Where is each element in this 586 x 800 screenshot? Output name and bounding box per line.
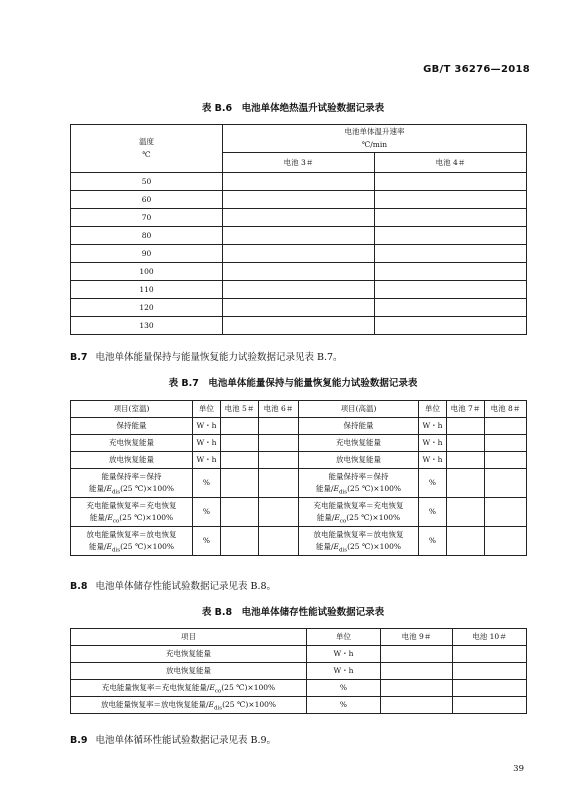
header-item: 项目 (71, 629, 307, 646)
rate-formula-cell (71, 469, 193, 498)
unit-cell: W・h (307, 663, 381, 680)
item-cell: 保持能量 (71, 418, 193, 435)
value-cell (485, 498, 527, 527)
clause-text: 电池单体循环性能试验数据记录见表 B.9。 (95, 735, 277, 746)
temperature-cell: 90 (71, 245, 223, 263)
value-cell (453, 663, 527, 680)
value-cell (485, 435, 527, 452)
rate-cell-3 (223, 245, 375, 263)
formula-line-1: 能量保持率＝保持 (328, 471, 389, 481)
standard-code: GB/T 36276—2018 (423, 64, 530, 75)
temperature-cell: 120 (71, 299, 223, 317)
formula-symbol: E (333, 484, 339, 493)
clause-text: 电池单体储存性能试验数据记录见表 B.8。 (95, 581, 277, 592)
rate-cell-4 (375, 227, 527, 245)
formula-line-1: 放电能量恢复率＝放电恢复 (313, 529, 404, 539)
unit-cell: % (307, 697, 381, 714)
formula-symbol: E (209, 683, 215, 692)
formula-subscript: dis (112, 547, 121, 554)
value-cell (259, 435, 299, 452)
table-row (71, 245, 527, 263)
header-cell-9: 电池 9＃ (381, 629, 453, 646)
table-row (71, 663, 527, 680)
value-cell (485, 527, 527, 556)
unit-cell: % (193, 498, 221, 527)
temp-header-label: 温度 (139, 137, 154, 146)
header-cell-8: 电池 8＃ (485, 401, 527, 418)
table-row (71, 697, 527, 714)
header-cell-10: 电池 10＃ (453, 629, 527, 646)
rate-formula-cell (71, 527, 193, 556)
formula-prefix: 能量/ (316, 513, 335, 522)
temp-header (71, 125, 223, 173)
value-cell (485, 452, 527, 469)
rate-cell-3 (223, 209, 375, 227)
value-cell (453, 697, 527, 714)
unit-cell: % (193, 469, 221, 498)
rate-header-unit: ℃/min (361, 139, 388, 149)
rate-cell-3 (223, 173, 375, 191)
unit-cell: % (419, 469, 447, 498)
table-row (71, 299, 527, 317)
formula-subscript: dis (112, 489, 121, 496)
formula-symbol: E (333, 542, 339, 551)
formula-symbol: E (208, 700, 214, 709)
item-cell: 充电恢复能量 (299, 435, 419, 452)
formula-subscript: co (339, 518, 347, 525)
rate-cell-4 (375, 173, 527, 191)
rate-header (223, 125, 527, 153)
unit-cell: % (419, 527, 447, 556)
rate-formula-cell (71, 498, 193, 527)
value-cell (381, 680, 453, 697)
table-b6-caption: 表 B.6 电池单体绝热温升试验数据记录表 (201, 103, 385, 114)
table-row (71, 263, 527, 281)
rate-formula-cell (299, 469, 419, 498)
table-b7-caption: 表 B.7 电池单体能量保持与能量恢复能力试验数据记录表 (168, 378, 418, 389)
unit-cell: W・h (419, 435, 447, 452)
rate-header-label: 电池单体温升速率 (344, 127, 405, 136)
rate-formula-cell (299, 527, 419, 556)
rate-cell-3 (223, 227, 375, 245)
value-cell (221, 452, 259, 469)
value-cell (259, 527, 299, 556)
unit-cell: % (307, 680, 381, 697)
table-row (71, 680, 527, 697)
rate-cell-4 (375, 245, 527, 263)
value-cell (381, 697, 453, 714)
unit-cell: W・h (193, 452, 221, 469)
temperature-cell: 110 (71, 281, 223, 299)
header-cell-6: 电池 6＃ (259, 401, 299, 418)
page-number: 39 (513, 764, 524, 774)
formula-line-1: 放电能量恢复率＝放电恢复 (86, 529, 177, 539)
value-cell (447, 435, 485, 452)
clause-number: B.9 (70, 735, 88, 746)
temperature-cell: 80 (71, 227, 223, 245)
rate-cell-4 (375, 191, 527, 209)
unit-cell: W・h (307, 646, 381, 663)
value-cell (381, 663, 453, 680)
table-row (71, 209, 527, 227)
formula-line-1: 充电能量恢复率＝充电恢复 (86, 500, 177, 510)
rate-formula-cell (71, 697, 307, 714)
value-cell (221, 527, 259, 556)
value-cell (381, 646, 453, 663)
item-cell: 充电恢复能量 (71, 435, 193, 452)
header-unit: 单位 (307, 629, 381, 646)
table-b6 (70, 124, 527, 335)
formula-prefix: 能量/ (89, 513, 108, 522)
unit-cell: W・h (419, 452, 447, 469)
value-cell (259, 498, 299, 527)
formula-line-1: 充电能量恢复率＝充电恢复 (313, 500, 404, 510)
table-row (71, 281, 527, 299)
unit-cell: W・h (193, 418, 221, 435)
formula-suffix: (25 ℃)×100% (346, 513, 401, 522)
unit-cell: % (419, 498, 447, 527)
value-cell (447, 527, 485, 556)
formula-prefix: 充电能量恢复率＝充电恢复能量/ (101, 683, 210, 692)
formula-suffix: (25 ℃)×100% (347, 484, 402, 493)
item-cell: 保持能量 (299, 418, 419, 435)
value-cell (485, 469, 527, 498)
temperature-cell: 70 (71, 209, 223, 227)
temperature-cell: 50 (71, 173, 223, 191)
paragraph-b8 (70, 578, 276, 592)
formula-suffix: (25 ℃)×100% (120, 542, 175, 551)
unit-cell: W・h (193, 435, 221, 452)
table-row (71, 227, 527, 245)
formula-suffix: (25 ℃)×100% (347, 542, 402, 551)
table-row (71, 469, 527, 498)
value-cell (259, 418, 299, 435)
paragraph-b9 (70, 732, 276, 746)
rate-formula-cell (299, 498, 419, 527)
rate-cell-4 (375, 263, 527, 281)
value-cell (259, 452, 299, 469)
formula-symbol: E (334, 513, 340, 522)
table-row (71, 191, 527, 209)
formula-symbol: E (106, 542, 112, 551)
formula-prefix: 能量/ (315, 484, 334, 493)
table-row (71, 173, 527, 191)
header-unit-2: 单位 (419, 401, 447, 418)
value-cell (447, 469, 485, 498)
temperature-cell: 100 (71, 263, 223, 281)
header-cell-7: 电池 7＃ (447, 401, 485, 418)
value-cell (221, 498, 259, 527)
formula-subscript: dis (339, 547, 348, 554)
table-row (71, 498, 527, 527)
rate-cell-3 (223, 299, 375, 317)
table-row (71, 418, 527, 435)
table-b8 (70, 628, 527, 714)
rate-cell-3 (223, 191, 375, 209)
table-row (71, 317, 527, 335)
temperature-cell: 130 (71, 317, 223, 335)
temperature-cell: 60 (71, 191, 223, 209)
item-cell: 放电恢复能量 (299, 452, 419, 469)
temp-header-unit: ℃ (142, 149, 151, 159)
table-row (71, 452, 527, 469)
table-b7 (70, 400, 527, 556)
formula-suffix: (25 ℃)×100% (222, 700, 277, 709)
formula-prefix: 能量/ (88, 542, 107, 551)
formula-symbol: E (106, 484, 112, 493)
rate-cell-3 (223, 263, 375, 281)
table-row (71, 435, 527, 452)
value-cell (221, 469, 259, 498)
formula-subscript: co (214, 688, 222, 695)
formula-suffix: (25 ℃)×100% (221, 683, 276, 692)
rate-cell-3 (223, 317, 375, 335)
header-cell-5: 电池 5＃ (221, 401, 259, 418)
formula-suffix: (25 ℃)×100% (120, 484, 175, 493)
formula-line-1: 能量保持率＝保持 (101, 471, 162, 481)
unit-cell: W・h (419, 418, 447, 435)
header-unit: 单位 (193, 401, 221, 418)
rate-cell-4 (375, 299, 527, 317)
formula-subscript: dis (214, 705, 223, 712)
cell-4-header: 电池 4＃ (375, 153, 527, 173)
formula-prefix: 放电能量恢复率＝放电恢复能量/ (100, 700, 209, 709)
formula-subscript: co (112, 518, 120, 525)
table-row (71, 646, 527, 663)
value-cell (447, 452, 485, 469)
value-cell (221, 418, 259, 435)
cell-3-header: 电池 3＃ (223, 153, 375, 173)
rate-cell-3 (223, 281, 375, 299)
item-cell: 放电恢复能量 (71, 663, 307, 680)
header-item-high: 项目(高温) (299, 401, 419, 418)
clause-text: 电池单体能量保持与能量恢复能力试验数据记录见表 B.7。 (95, 352, 343, 363)
formula-subscript: dis (339, 489, 348, 496)
formula-prefix: 能量/ (315, 542, 334, 551)
formula-suffix: (25 ℃)×100% (119, 513, 174, 522)
table-b8-caption: 表 B.8 电池单体储存性能试验数据记录表 (201, 607, 385, 618)
clause-number: B.8 (70, 581, 88, 592)
rate-formula-cell (71, 680, 307, 697)
formula-prefix: 能量/ (88, 484, 107, 493)
paragraph-b7 (70, 349, 343, 363)
value-cell (453, 680, 527, 697)
rate-cell-4 (375, 281, 527, 299)
clause-number: B.7 (70, 352, 88, 363)
item-cell: 充电恢复能量 (71, 646, 307, 663)
table-row (71, 527, 527, 556)
rate-cell-4 (375, 317, 527, 335)
value-cell (453, 646, 527, 663)
value-cell (485, 418, 527, 435)
formula-symbol: E (107, 513, 113, 522)
value-cell (221, 435, 259, 452)
unit-cell: % (193, 527, 221, 556)
value-cell (259, 469, 299, 498)
item-cell: 放电恢复能量 (71, 452, 193, 469)
value-cell (447, 498, 485, 527)
header-item-room: 项目(室温) (71, 401, 193, 418)
value-cell (447, 418, 485, 435)
rate-cell-4 (375, 209, 527, 227)
